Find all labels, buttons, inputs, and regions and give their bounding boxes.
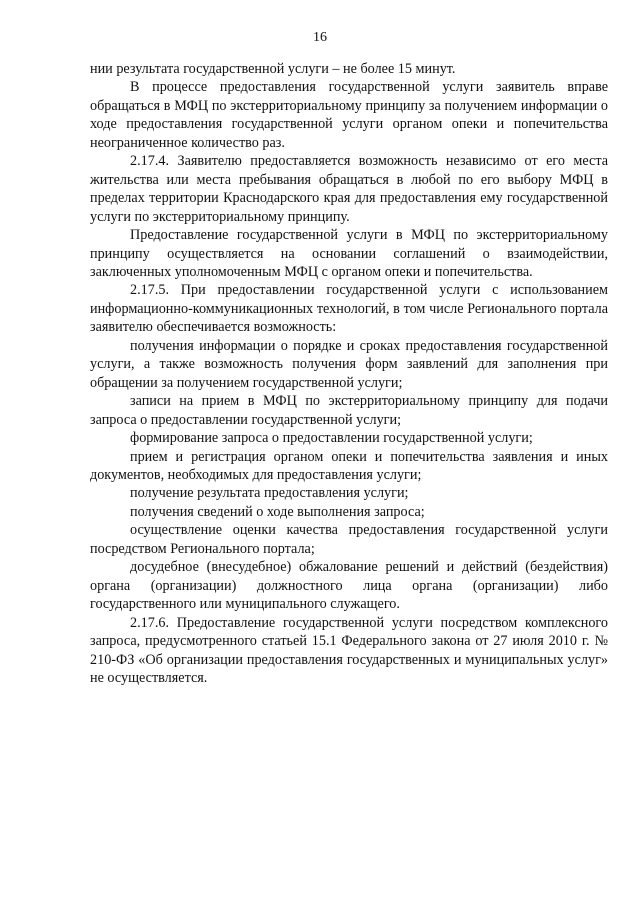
list-item-result: получение результата предоставления услуги; [130,485,409,502]
list-item-appeal: досудебное (внесудебное) обжалование решений и действий (бездействия) органа (организации) должностного лица органа (организации) либо государственного или муниципального служащего. [90,559,608,613]
paragraph-mfc-agreements: Предоставление государственной услуги в МФЦ по экстерриториальному принципу осуществляется на основании соглашений о взаимодействии, заключенных уполномоченным МФЦ с органом опеки и попечительства. [90,227,608,280]
list-item-registration: прием и регистрация органом опеки и попечительства заявления и иных документов, необходимых для предоставления услуги; [90,448,608,483]
list-item-information: получения информации о порядке и сроках предоставления государственной услуги, а также возможность получения форм заявлений для заполнения при обращении за получением государственной услуги; [90,337,608,391]
paragraph-2-17-6: 2.17.6. Предоставление государственной услуги посредством комплексного запроса, предусмотренного статьей 15.1 Федерального закона от 27 июля 2010 г. № 210-ФЗ «Об организации предоставления государственных и муниципальных услуг» не осуществляется. [90,614,608,686]
paragraph-continuation: нии результата государственной услуги – не более 15 минут. [90,61,456,77]
list-item-request-forming: формирование запроса о предоставлении государственной услуги; [130,430,533,447]
paragraph-mfc-info: В процессе предоставления государственной услуги заявитель вправе обращаться в МФЦ по экстерриториальному принципу за получением информации о ходе предоставления государственной услуги органом опеки и попечительства неограниченное количество раз. [90,79,608,151]
page-number: 16 [313,30,327,45]
list-item-quality-rating: осуществление оценки качества предоставления государственной услуги посредством Регионального портала; [90,522,608,557]
document-body [90,60,608,687]
paragraph-2-17-4: 2.17.4. Заявителю предоставляется возможность независимо от его места жительства или места пребывания обращаться в любой по его выбору МФЦ в пределах территории Краснодарского края для предоставления ему государственной услуги по экстерриториальному принципу. [90,153,608,225]
list-item-status: получения сведений о ходе выполнения запроса; [130,503,425,520]
paragraph-2-17-5: 2.17.5. При предоставлении государственной услуги с использованием информационно-коммуникационных технологий, в том числе Регионального портала заявителю обеспечивается возможность: [90,282,608,336]
list-item-appointment: записи на прием в МФЦ по экстерриториальному принципу для подачи запроса о предоставлении государственной услуги; [90,393,608,428]
